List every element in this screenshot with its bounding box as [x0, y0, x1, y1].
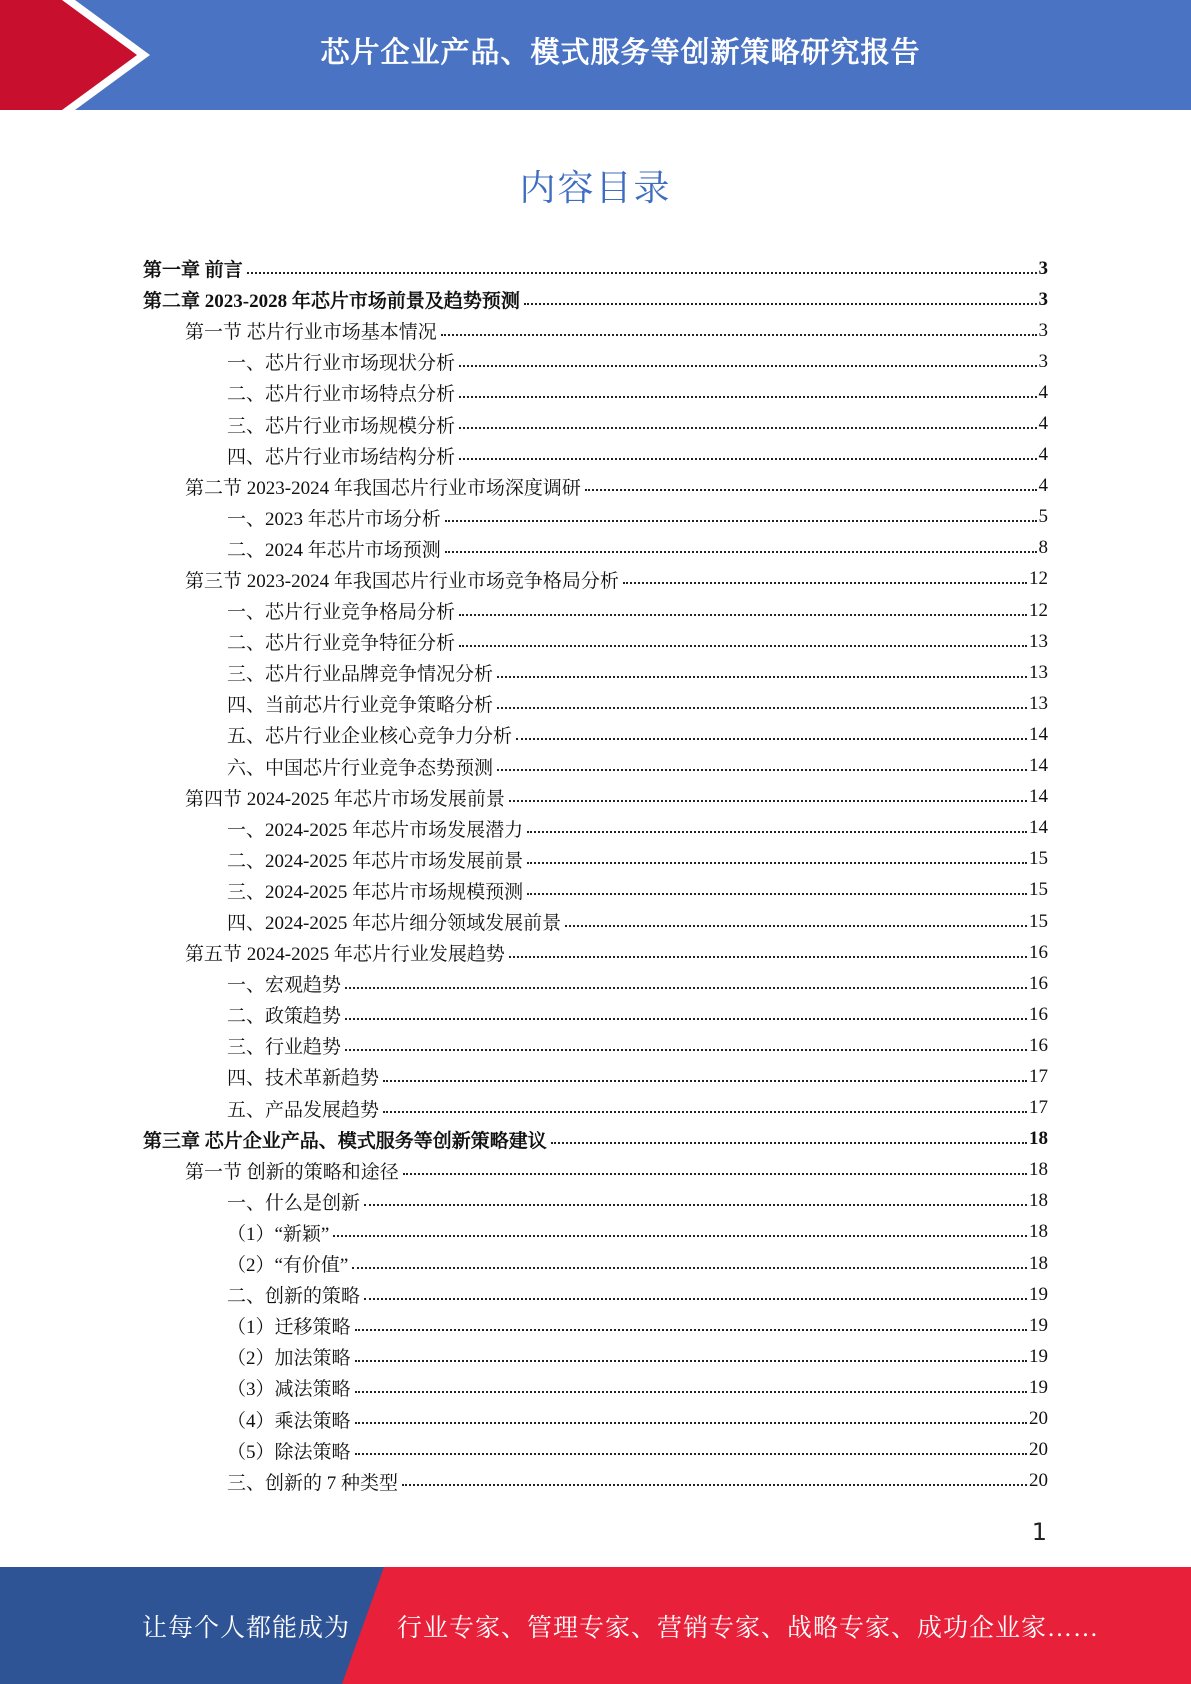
toc-dot-leader: [509, 800, 1027, 802]
toc-entry[interactable]: [143, 1248, 1048, 1279]
toc-entry[interactable]: [143, 564, 1048, 595]
toc-dot-leader: [402, 1484, 1027, 1486]
toc-entry-page: 19: [1029, 1376, 1048, 1398]
toc-entry-label: 四、当前芯片行业竞争策略分析: [227, 695, 494, 717]
toc-entry-page: 16: [1029, 1003, 1048, 1025]
toc-entry-page: 17: [1029, 1065, 1048, 1087]
toc-dot-leader: [459, 645, 1027, 647]
toc-entry-page: 16: [1029, 1034, 1048, 1056]
toc-dot-leader: [565, 925, 1027, 927]
toc-entry-page: 20: [1029, 1439, 1048, 1461]
toc-dot-leader: [355, 1422, 1027, 1424]
toc-dot-leader: [527, 831, 1027, 833]
toc-entry-label: 三、芯片行业市场规模分析: [227, 415, 456, 437]
toc-dot-leader: [355, 1360, 1027, 1362]
toc-entry[interactable]: [143, 1435, 1048, 1466]
toc-entry[interactable]: [143, 875, 1048, 906]
toc-entry-page: 14: [1029, 723, 1048, 745]
toc-dot-leader: [383, 1080, 1027, 1082]
toc-entry-page: 4: [1038, 413, 1048, 435]
toc-entry-label: 三、行业趋势: [227, 1037, 342, 1059]
toc-dot-leader: [509, 956, 1027, 958]
toc-entry[interactable]: [143, 626, 1048, 657]
report-title: 芯片企业产品、模式服务等创新策略研究报告: [320, 34, 921, 69]
toc-dot-leader: [497, 676, 1027, 678]
toc-dot-leader: [352, 1267, 1027, 1269]
toc-entry-label: 第三章 芯片企业产品、模式服务等创新策略建议: [143, 1130, 547, 1152]
toc-entry[interactable]: [143, 688, 1048, 719]
toc-entry-label: 二、芯片行业竞争特征分析: [227, 633, 456, 655]
toc-dot-leader: [247, 272, 1037, 274]
toc-dot-leader: [364, 1298, 1027, 1300]
toc-entry-page: 20: [1029, 1470, 1048, 1492]
toc-entry-label: 三、2024-2025 年芯片市场规模预测: [227, 881, 524, 903]
toc-entry-label: 二、政策趋势: [227, 1006, 342, 1028]
report-header: [0, 0, 1191, 110]
toc-dot-leader: [459, 427, 1036, 429]
toc-dot-leader: [345, 987, 1027, 989]
toc-entry-page: 4: [1038, 475, 1048, 497]
toc-entry-label: 四、2024-2025 年芯片细分领域发展前景: [227, 913, 562, 935]
toc-entry[interactable]: [143, 471, 1048, 502]
toc-entry[interactable]: [143, 1372, 1048, 1403]
toc-entry[interactable]: [143, 844, 1048, 875]
toc-entry[interactable]: [143, 1310, 1048, 1341]
toc-entry-label: 第三节 2023-2024 年我国芯片行业市场竞争格局分析: [185, 570, 619, 592]
toc-entry[interactable]: [143, 719, 1048, 750]
toc-dot-leader: [445, 520, 1037, 522]
toc-dot-leader: [355, 1453, 1027, 1455]
toc-entry-label: 第一章 前言: [143, 260, 243, 282]
toc-entry-page: 12: [1029, 568, 1048, 590]
toc-entry-page: 18: [1029, 1252, 1048, 1274]
toc-entry-label: （2）“有价值”: [227, 1255, 349, 1277]
toc-entry-label: 五、芯片行业企业核心竞争力分析: [227, 726, 513, 748]
toc-entry-page: 19: [1029, 1345, 1048, 1367]
toc-entry-label: 四、芯片行业市场结构分析: [227, 446, 456, 468]
toc-dot-leader: [551, 1142, 1027, 1144]
toc-entry-page: 13: [1029, 661, 1048, 683]
toc-entry-label: （4）乘法策略: [227, 1410, 351, 1432]
page-number: 1: [1031, 1518, 1047, 1546]
toc-dot-leader: [527, 893, 1027, 895]
toc-dot-leader: [445, 551, 1037, 553]
toc-entry[interactable]: [143, 1030, 1048, 1061]
toc-entry[interactable]: [143, 1466, 1048, 1497]
toc-entry[interactable]: [143, 377, 1048, 408]
toc-entry[interactable]: [143, 408, 1048, 439]
toc-entry-label: 第一节 创新的策略和途径: [185, 1161, 399, 1183]
toc-entry-label: （3）减法策略: [227, 1379, 351, 1401]
toc-entry[interactable]: [143, 813, 1048, 844]
toc-entry[interactable]: [143, 657, 1048, 688]
toc-entry[interactable]: [143, 315, 1048, 346]
toc-entry-label: 三、芯片行业品牌竞争情况分析: [227, 664, 494, 686]
toc-entry-label: 一、2024-2025 年芯片市场发展潜力: [227, 819, 524, 841]
toc-dot-leader: [459, 365, 1036, 367]
toc-dot-leader: [383, 1111, 1027, 1113]
toc-entry[interactable]: [143, 1093, 1048, 1124]
toc-entry-page: 18: [1029, 1159, 1048, 1181]
toc-entry[interactable]: [143, 284, 1048, 315]
toc-entry-label: 第四节 2024-2025 年芯片市场发展前景: [185, 788, 505, 810]
toc-entry[interactable]: [143, 440, 1048, 471]
toc-entry[interactable]: [143, 1403, 1048, 1434]
toc-entry[interactable]: [143, 1341, 1048, 1372]
toc-entry-page: 20: [1029, 1408, 1048, 1430]
toc-entry-label: 五、产品发展趋势: [227, 1099, 380, 1121]
toc-entry[interactable]: [143, 906, 1048, 937]
toc-entry-label: （2）加法策略: [227, 1348, 351, 1370]
toc-dot-leader: [333, 1235, 1027, 1237]
toc-entry[interactable]: [143, 1217, 1048, 1248]
toc-entry[interactable]: [143, 595, 1048, 626]
toc-entry-page: 18: [1029, 1128, 1048, 1150]
toc-dot-leader: [364, 1204, 1027, 1206]
toc-entry[interactable]: [143, 999, 1048, 1030]
toc-dot-leader: [516, 738, 1027, 740]
toc-entry-page: 16: [1029, 972, 1048, 994]
toc-entry[interactable]: [143, 782, 1048, 813]
toc-dot-leader: [459, 614, 1027, 616]
toc-entry-page: 14: [1029, 817, 1048, 839]
toc-entry-page: 3: [1038, 319, 1048, 341]
toc-entry-page: 3: [1038, 257, 1048, 279]
toc-dot-leader: [459, 458, 1036, 460]
toc-entry-label: 第二节 2023-2024 年我国芯片行业市场深度调研: [185, 477, 581, 499]
toc-dot-leader: [585, 489, 1037, 491]
table-of-contents: [143, 253, 1048, 1497]
toc-entry-page: 3: [1038, 350, 1048, 372]
toc-entry[interactable]: [143, 253, 1048, 284]
toc-entry[interactable]: [143, 1279, 1048, 1310]
toc-entry-label: 二、创新的策略: [227, 1286, 361, 1308]
toc-dot-leader: [441, 334, 1037, 336]
toc-entry-label: 一、宏观趋势: [227, 975, 342, 997]
footer-slogan-right: 行业专家、管理专家、营销专家、战略专家、成功企业家……: [397, 1614, 1100, 1642]
toc-heading: 内容目录: [519, 168, 672, 209]
toc-entry-page: 16: [1029, 941, 1048, 963]
toc-entry-label: （5）除法策略: [227, 1441, 351, 1463]
toc-entry-label: 一、芯片行业市场现状分析: [227, 353, 456, 375]
toc-dot-leader: [497, 707, 1027, 709]
toc-entry[interactable]: [143, 1186, 1048, 1217]
toc-entry-label: 二、芯片行业市场特点分析: [227, 384, 456, 406]
toc-entry[interactable]: [143, 751, 1048, 782]
toc-entry-page: 8: [1038, 537, 1048, 559]
toc-entry[interactable]: [143, 968, 1048, 999]
toc-entry-label: 第五节 2024-2025 年芯片行业发展趋势: [185, 944, 505, 966]
toc-entry[interactable]: [143, 533, 1048, 564]
toc-entry-page: 17: [1029, 1097, 1048, 1119]
toc-entry-label: 六、中国芯片行业竞争态势预测: [227, 757, 494, 779]
toc-entry-page: 15: [1029, 848, 1048, 870]
toc-entry-label: （1）“新颖”: [227, 1223, 330, 1245]
report-footer: [0, 1567, 1191, 1684]
toc-entry[interactable]: [143, 937, 1048, 968]
toc-entry-page: 12: [1029, 599, 1048, 621]
toc-entry[interactable]: [143, 1124, 1048, 1155]
toc-entry-page: 19: [1029, 1314, 1048, 1336]
toc-entry[interactable]: [143, 1061, 1048, 1092]
toc-entry-page: 15: [1029, 910, 1048, 932]
toc-dot-leader: [497, 769, 1027, 771]
toc-dot-leader: [403, 1173, 1027, 1175]
toc-entry-label: 第一节 芯片行业市场基本情况: [185, 322, 437, 344]
toc-entry-page: 19: [1029, 1283, 1048, 1305]
toc-entry-page: 4: [1038, 444, 1048, 466]
footer-slogan-left: 让每个人都能成为: [142, 1614, 351, 1642]
toc-entry-page: 15: [1029, 879, 1048, 901]
toc-entry-label: 四、技术革新趋势: [227, 1068, 380, 1090]
toc-dot-leader: [459, 396, 1036, 398]
toc-entry[interactable]: [143, 502, 1048, 533]
toc-entry-page: 14: [1029, 786, 1048, 808]
toc-entry-page: 3: [1038, 288, 1048, 310]
toc-dot-leader: [355, 1391, 1027, 1393]
toc-entry-page: 5: [1038, 506, 1048, 528]
toc-entry-label: 三、创新的 7 种类型: [227, 1472, 399, 1494]
toc-entry-page: 13: [1029, 630, 1048, 652]
header-chevron-decoration: [0, 0, 160, 110]
toc-entry-label: 二、2024-2025 年芯片市场发展前景: [227, 850, 524, 872]
toc-dot-leader: [345, 1018, 1027, 1020]
toc-entry-page: 18: [1029, 1221, 1048, 1243]
toc-entry-label: （1）迁移策略: [227, 1317, 351, 1339]
toc-dot-leader: [623, 582, 1027, 584]
toc-entry-label: 一、什么是创新: [227, 1192, 361, 1214]
toc-entry-page: 18: [1029, 1190, 1048, 1212]
toc-entry[interactable]: [143, 1155, 1048, 1186]
toc-entry-page: 4: [1038, 381, 1048, 403]
toc-entry-label: 第二章 2023-2028 年芯片市场前景及趋势预测: [143, 291, 520, 313]
toc-entry-page: 13: [1029, 692, 1048, 714]
toc-entry[interactable]: [143, 346, 1048, 377]
toc-entry-label: 二、2024 年芯片市场预测: [227, 539, 441, 561]
toc-entry-label: 一、芯片行业竞争格局分析: [227, 602, 456, 624]
toc-dot-leader: [355, 1329, 1027, 1331]
toc-dot-leader: [527, 862, 1027, 864]
toc-dot-leader: [524, 303, 1037, 305]
toc-entry-page: 14: [1029, 755, 1048, 777]
toc-entry-label: 一、2023 年芯片市场分析: [227, 508, 441, 530]
toc-dot-leader: [345, 1049, 1027, 1051]
